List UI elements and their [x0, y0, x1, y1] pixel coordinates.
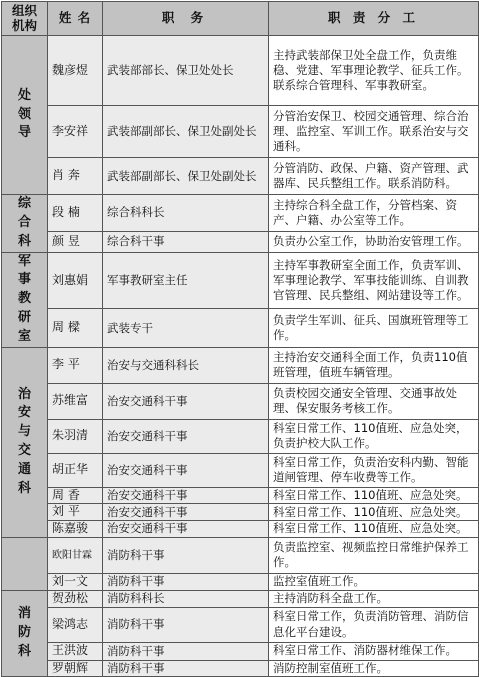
department-cell: [2, 252, 48, 347]
member-duty: 科室日常工作、消防器材维保工作。: [269, 642, 479, 660]
duty-assignment-table: [1, 1, 479, 677]
member-position: 武装专干: [103, 309, 269, 348]
member-name: 李 平: [48, 347, 103, 383]
table-row: [2, 520, 479, 537]
department-cell: [2, 36, 48, 195]
member-name: 陈嘉骏: [48, 520, 103, 537]
member-position: 综合科科长: [103, 195, 269, 232]
member-name: 王洪波: [48, 642, 103, 660]
member-position: 武装部副部长、保卫处副处长: [103, 106, 269, 158]
table-row: [2, 36, 479, 106]
table-row: [2, 231, 479, 252]
table-row: [2, 158, 479, 195]
header-name: 姓 名: [48, 2, 103, 36]
member-position: 治安与交通科科长: [103, 347, 269, 383]
member-duty: 科室日常工作、110值班、应急处突。: [269, 520, 479, 537]
member-position: 消防科干事: [103, 573, 269, 590]
member-position: 治安交通科干事: [103, 453, 269, 487]
department-cell: [2, 195, 48, 253]
member-duty: 主持军事教研室全面工作，负责军训、军事理论教学、军事技能训练、自训教官管理、民兵整组、网站建设等工作。: [269, 252, 479, 309]
member-duty: 分管消防、政保、户籍、资产管理、武器库、民兵整组工作。联系消防科。: [269, 158, 479, 195]
member-duty: 分管治安保卫、校园交通管理、综合治理、监控室、军训工作。联系治安与交通科。: [269, 106, 479, 158]
member-name: 魏彦煜: [48, 36, 103, 106]
table-row: [2, 106, 479, 158]
member-position: 治安交通科干事: [103, 419, 269, 453]
table-row: [2, 252, 479, 309]
table-row: [2, 309, 479, 348]
member-name: 罗朝辉: [48, 660, 103, 677]
member-duty: 消防控制室值班工作。: [269, 660, 479, 677]
member-position: 武装部部长、保卫处处长: [103, 36, 269, 106]
member-position: 消防科干事: [103, 537, 269, 573]
header-duty: 职 责 分 工: [269, 2, 479, 36]
table-row: [2, 504, 479, 521]
member-duty: 负责校园交通安全管理、交通事故处理、保安服务考核工作。: [269, 383, 479, 419]
table-row: [2, 487, 479, 504]
member-position: 治安交通科干事: [103, 504, 269, 521]
table-header-row: [2, 2, 479, 36]
header-dept: 组织机构: [2, 2, 48, 36]
member-duty: 负责办公室工作，协助治安管理工作。: [269, 231, 479, 252]
member-name: 段 楠: [48, 195, 103, 232]
member-name: 苏维富: [48, 383, 103, 419]
department-cell: [2, 537, 48, 590]
member-name: 周 樑: [48, 309, 103, 348]
member-position: 消防科干事: [103, 607, 269, 642]
table-row: [2, 195, 479, 232]
member-duty: 主持治安交通科全面工作，负责110值班管理，值班车辆管理。: [269, 347, 479, 383]
member-position: 军事教研室主任: [103, 252, 269, 309]
member-position: 治安交通科干事: [103, 520, 269, 537]
member-duty: 监控室值班工作。: [269, 573, 479, 590]
member-duty: 科室日常工作、110值班、应急处突。: [269, 504, 479, 521]
member-duty: 负责学生军训、征兵、国旗班管理等工作。: [269, 309, 479, 348]
table-body: [2, 36, 479, 677]
member-position: 武装部副部长、保卫处副处长: [103, 158, 269, 195]
table-row: [2, 642, 479, 660]
table-row: [2, 537, 479, 573]
member-name: 刘一文: [48, 573, 103, 590]
member-name: 刘 平: [48, 504, 103, 521]
table-row: [2, 660, 479, 677]
member-name: 梁鸿志: [48, 607, 103, 642]
department-cell: [2, 347, 48, 537]
department-name: 治安与交通科: [17, 386, 31, 496]
member-name: 欧阳甘霖: [48, 537, 103, 573]
table-row: [2, 590, 479, 607]
member-name: 刘惠娟: [48, 252, 103, 309]
table-row: [2, 607, 479, 642]
department-name: 军事教研室: [17, 253, 31, 344]
member-duty: 科室日常工作，负责消防管理、消防信息化平台建设。: [269, 607, 479, 642]
member-duty: 科室日常工作、110值班、应急处突。: [269, 487, 479, 504]
table-row: [2, 383, 479, 419]
department-name: 消防科: [17, 606, 31, 659]
member-duty: 主持武装部保卫处全盘工作，负责维稳、党建、军事理论教学、征兵工作。联系综合管理科、军事教研室。: [269, 36, 479, 106]
member-duty: 科室日常工作、110值班、应急处突，负责护校大队工作。: [269, 419, 479, 453]
member-duty: 负责监控室、视频监控日常维护保养工作。: [269, 537, 479, 573]
member-name: 朱羽清: [48, 419, 103, 453]
header-position: 职 务: [103, 2, 269, 36]
member-name: 周 香: [48, 487, 103, 504]
duty-table-container: [1, 1, 478, 675]
table-row: [2, 419, 479, 453]
table-row: [2, 453, 479, 487]
member-duty: 主持消防科全盘工作。: [269, 590, 479, 607]
member-position: 消防科干事: [103, 642, 269, 660]
member-name: 李安祥: [48, 106, 103, 158]
member-name: 胡正华: [48, 453, 103, 487]
member-name: 颜 昱: [48, 231, 103, 252]
department-cell: [2, 590, 48, 677]
table-row: [2, 347, 479, 383]
member-name: 肖 奔: [48, 158, 103, 195]
department-name: 处领导: [17, 87, 31, 141]
member-duty: 主持综合科全盘工作，分管档案、资产、户籍、办公室等工作。: [269, 195, 479, 232]
table-row: [2, 573, 479, 590]
member-name: 贺劲松: [48, 590, 103, 607]
member-position: 治安交通科干事: [103, 383, 269, 419]
member-position: 消防科干事: [103, 660, 269, 677]
department-name: 综合科: [17, 196, 31, 249]
member-position: 消防科科长: [103, 590, 269, 607]
member-position: 综合科干事: [103, 231, 269, 252]
member-position: 治安交通科干事: [103, 487, 269, 504]
member-duty: 科室日常工作，负责治安科内勤、智能道闸管理、停车收费等工作。: [269, 453, 479, 487]
